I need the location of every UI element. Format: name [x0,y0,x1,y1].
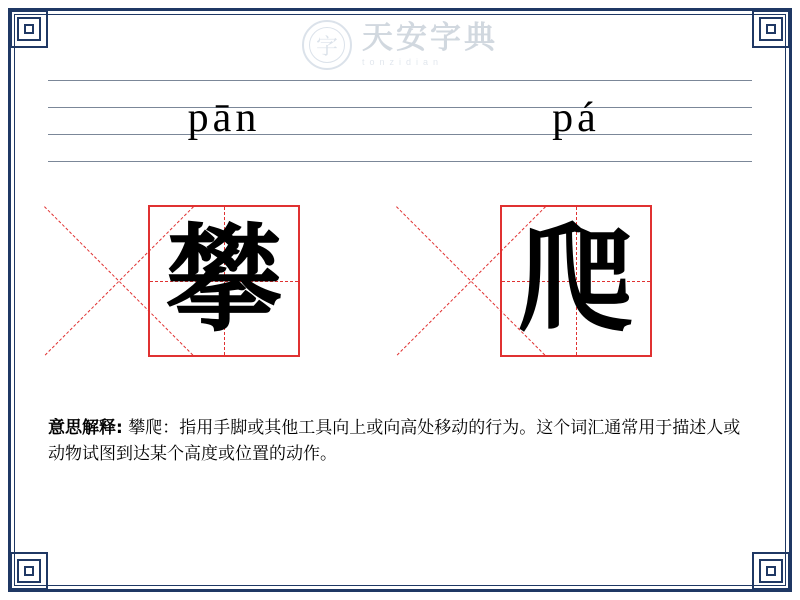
pinyin-cell-2 [400,80,752,162]
pinyin-text-1: pān [187,95,261,141]
character-glyph-1: 攀 [166,213,282,348]
watermark-subtitle: tonzidian [362,57,444,67]
explanation-label: 意思解释: [48,418,123,438]
seal-icon: 字 [302,20,352,70]
watermark-title: 天安字典 [362,20,498,56]
corner-ornament-bottom-right [748,548,790,590]
character-grid-row [48,205,752,365]
pinyin-staff [48,80,752,162]
corner-ornament-top-left [10,10,52,52]
character-glyph-2: 爬 [518,213,634,348]
pinyin-text-2: pá [552,95,600,141]
corner-ornament-bottom-left [10,548,52,590]
character-cell-1 [48,205,400,365]
tianzige-box-1 [148,205,300,357]
character-cell-2 [400,205,752,365]
pinyin-cell-1 [48,80,400,162]
explanation-text: 攀爬：指用手脚或其他工具向上或向高处移动的行为。这个词汇通常用于描述人或动物试图到达某个高度或位置的动作。 [48,418,741,465]
corner-ornament-top-right [748,10,790,52]
explanation-block [48,415,752,468]
pinyin-row [48,80,752,162]
tianzige-box-2 [500,205,652,357]
